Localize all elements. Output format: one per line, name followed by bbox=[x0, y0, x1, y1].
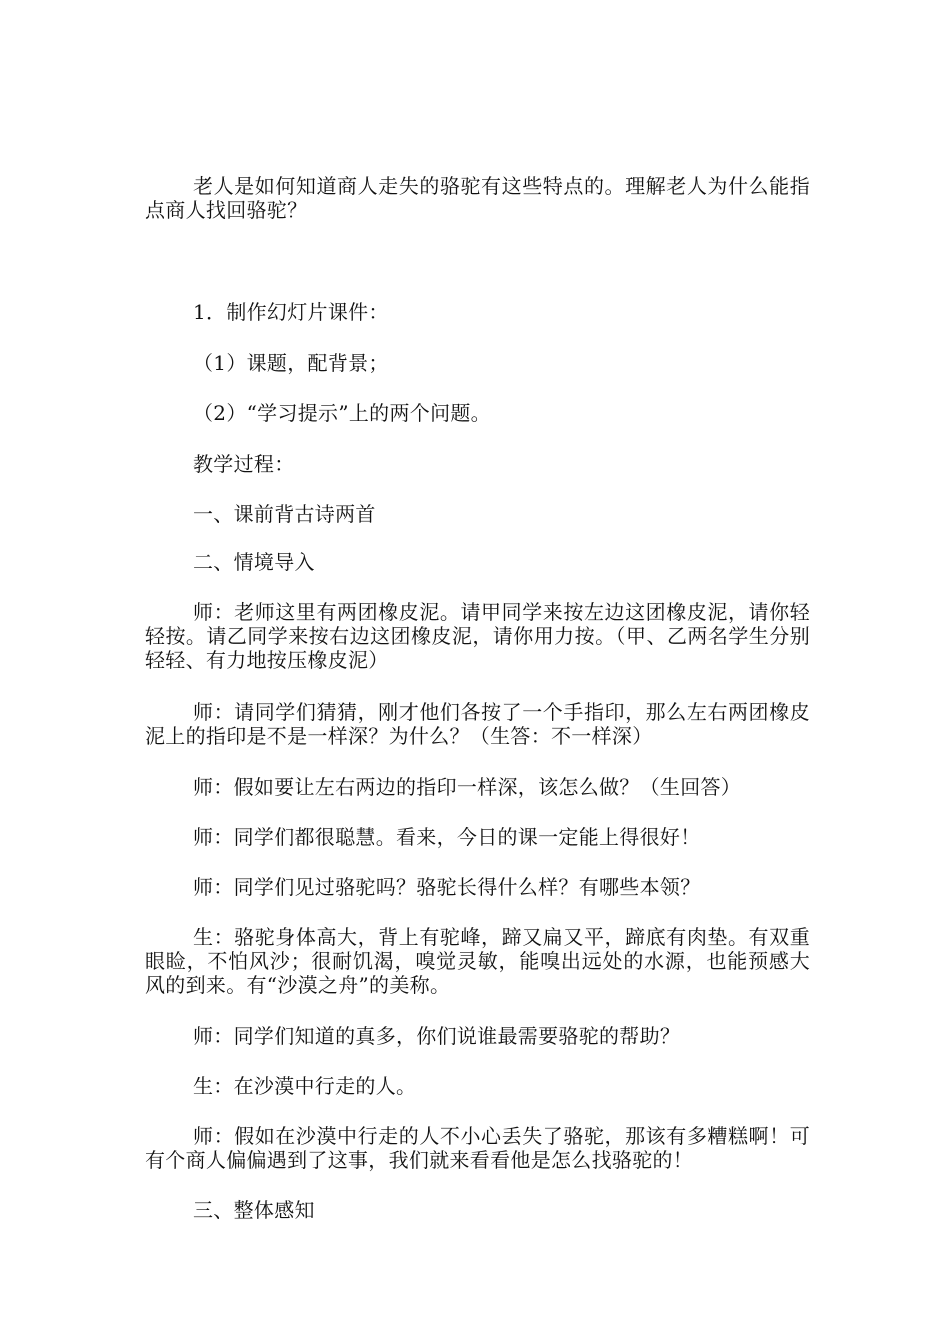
paragraph-teacher-3: 师：假如要让左右两边的指印一样深，该怎么做？（生回答） bbox=[193, 775, 742, 799]
paragraph-prep-item-1: 1．制作幻灯片课件： bbox=[193, 300, 389, 324]
section-heading-2: 二、情境导入 bbox=[193, 550, 315, 574]
section-heading-3: 三、整体感知 bbox=[193, 1198, 315, 1222]
paragraph-student-2: 生：在沙漠中行走的人。 bbox=[193, 1074, 417, 1098]
paragraph-student-1: 生：骆驼身体高大，背上有驼峰，蹄又扁又平，蹄底有肉垫。有双重眼睑，不怕风沙；很耐饥渴，嗅觉灵敏，能嗅出远处的水源，也能预感大风的到来。有“沙漠之舟”的美称。 bbox=[145, 925, 810, 997]
paragraph-teacher-5: 师：同学们见过骆驼吗？骆驼长得什么样？有哪些本领？ bbox=[193, 875, 701, 899]
paragraph-intro-question: 老人是如何知道商人走失的骆驼有这些特点的。理解老人为什么能指点商人找回骆驼？ bbox=[145, 174, 810, 222]
paragraph-teacher-1: 师：老师这里有两团橡皮泥。请甲同学来按左边这团橡皮泥，请你轻轻按。请乙同学来按右边这团橡皮泥，请你用力按。（甲、乙两名学生分别轻轻、有力地按压橡皮泥） bbox=[145, 600, 810, 672]
paragraph-prep-subitem-1: （1）课题，配背景； bbox=[193, 351, 389, 375]
section-heading-1: 一、课前背古诗两首 bbox=[193, 502, 376, 526]
paragraph-teacher-2: 师：请同学们猜猜，刚才他们各按了一个手指印，那么左右两团橡皮泥上的指印是不是一样深？为什么？（生答：不一样深） bbox=[145, 700, 810, 748]
paragraph-teacher-7: 师：假如在沙漠中行走的人不小心丢失了骆驼，那该有多糟糕啊！可有个商人偏偏遇到了这事，我们就来看看他是怎么找骆驼的！ bbox=[145, 1124, 810, 1172]
paragraph-process-heading: 教学过程： bbox=[193, 452, 295, 476]
paragraph-prep-subitem-2: （2）“学习提示”上的两个问题。 bbox=[193, 401, 491, 425]
paragraph-teacher-6: 师：同学们知道的真多，你们说谁最需要骆驼的帮助？ bbox=[193, 1024, 681, 1048]
paragraph-teacher-4: 师：同学们都很聪慧。看来，今日的课一定能上得很好！ bbox=[193, 825, 701, 849]
